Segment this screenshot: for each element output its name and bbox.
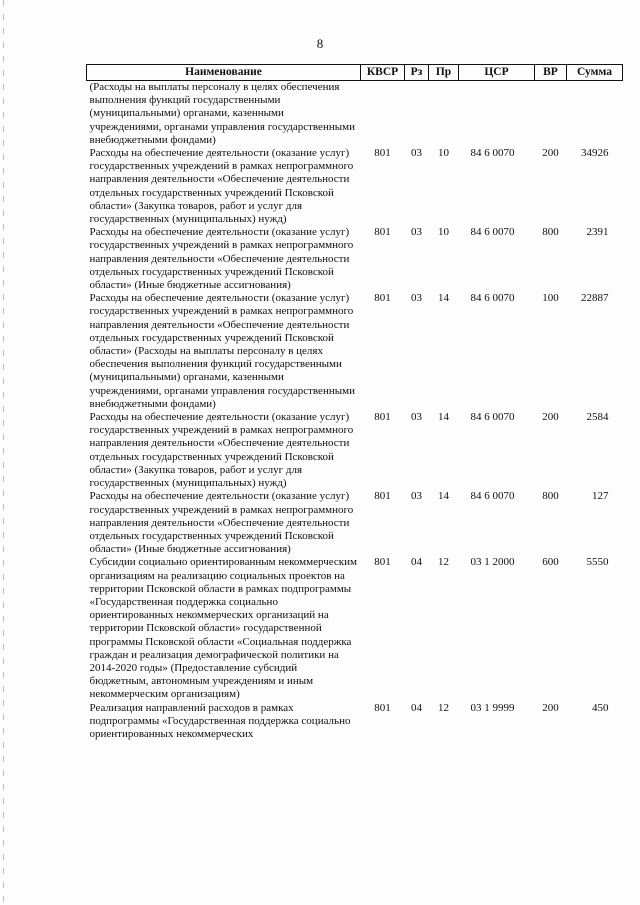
cell-rz: 04 [411, 701, 422, 714]
cell-sum [567, 81, 623, 148]
cell-vr [535, 81, 567, 148]
header-vr: ВР [535, 65, 567, 81]
cell-csr [459, 81, 535, 148]
cell-sum: 2584 [586, 411, 609, 424]
page-number: 8 [316, 36, 324, 51]
table-row [87, 292, 623, 411]
cell-pr: 10 [438, 226, 449, 239]
cell-kvsr [361, 81, 405, 148]
cell-rz [405, 81, 429, 148]
cell-vr: 800 [542, 490, 559, 503]
cell-name: Расходы на обеспечение деятельности (оказание услуг) государственных учреждений в рамках непрограммного направления деятельности «Обеспечение деятельности отдельных государственных учреждений Псковской области» (Закупка товаров, работ и услуг для государственных (муниципальных) нужд) [89, 147, 354, 226]
cell-csr: 84 6 0070 [470, 147, 515, 160]
cell-kvsr: 801 [374, 701, 391, 714]
cell-name: Реализация направлений расходов в рамках подпрограммы «Государственная поддержка социально ориентированных некоммерческих [89, 701, 351, 740]
cell-name: Расходы на обеспечение деятельности (оказание услуг) государственных учреждений в рамках непрограммного направления деятельности «Обеспечение деятельности отдельных государственных учреждений Псковской области» (Иные бюджетные ассигнования) [89, 226, 354, 292]
header-pr: Пр [429, 65, 459, 81]
cell-rz: 03 [411, 411, 422, 424]
cell-rz: 03 [411, 292, 422, 305]
cell-rz: 03 [411, 490, 422, 503]
table-body [87, 81, 623, 742]
cell-sum: 5550 [586, 556, 609, 569]
cell-csr: 03 1 2000 [470, 556, 515, 569]
cell-name: Субсидии социально ориентированным некоммерческим организациям на реализацию социальных проектов на территории Псковской области в рамках подпрограммы «Государственная поддержка социально ориентированных некоммерческих организаций на территории Псковской области» государственной программы Псковской области «Социальная поддержка граждан и реализация демографической политики на 2014-2020 годы» (Предоставление субсидий бюджетным, автономным учреждениям и иным некоммерческим организациям) [89, 556, 357, 701]
cell-pr [429, 81, 459, 148]
cell-pr: 14 [438, 490, 449, 503]
cell-kvsr: 801 [374, 411, 391, 424]
cell-kvsr: 801 [374, 147, 391, 160]
header-csr: ЦСР [459, 65, 535, 81]
cell-pr: 12 [438, 556, 449, 569]
cell-sum: 450 [592, 701, 609, 714]
cell-csr: 84 6 0070 [470, 411, 515, 424]
table-row [87, 702, 623, 742]
cell-pr: 14 [438, 411, 449, 424]
cell-kvsr: 801 [374, 292, 391, 305]
table-row [87, 556, 623, 701]
table-row [87, 81, 623, 148]
table-row [87, 490, 623, 556]
cell-pr: 14 [438, 292, 449, 305]
cell-rz: 03 [411, 147, 422, 160]
cell-vr: 100 [542, 292, 559, 305]
cell-name: Расходы на обеспечение деятельности (оказание услуг) государственных учреждений в рамках непрограммного направления деятельности «Обеспечение деятельности отдельных государственных учреждений Псковской области» (Закупка товаров, работ и услуг для государственных (муниципальных) нужд) [89, 411, 354, 490]
table-header-row [87, 65, 623, 81]
cell-csr: 84 6 0070 [470, 292, 515, 305]
cell-pr: 10 [438, 147, 449, 160]
cell-csr: 84 6 0070 [470, 490, 515, 503]
header-name: Наименование [87, 65, 361, 81]
cell-vr: 600 [542, 556, 559, 569]
cell-name: (Расходы на выплаты персоналу в целях обеспечения выполнения функций государственными (муниципальными) органами, казенными учреждениями, органами управления государственными внебюджетными фондами) [89, 81, 355, 146]
cell-vr: 200 [542, 701, 559, 714]
cell-vr: 800 [542, 226, 559, 239]
cell-sum: 2391 [586, 226, 609, 239]
header-kvsr: КВСР [361, 65, 405, 81]
cell-csr: 84 6 0070 [470, 226, 515, 239]
table-row [87, 226, 623, 292]
budget-table [86, 64, 623, 741]
cell-sum: 127 [592, 490, 609, 503]
scan-edge-mark [3, 0, 4, 905]
cell-csr: 03 1 9999 [470, 701, 515, 714]
cell-rz: 03 [411, 226, 422, 239]
cell-vr: 200 [542, 411, 559, 424]
header-rz: Рз [405, 65, 429, 81]
cell-kvsr: 801 [374, 490, 391, 503]
header-sum: Сумма [567, 65, 623, 81]
cell-pr: 12 [438, 701, 449, 714]
cell-rz: 04 [411, 556, 422, 569]
table-row [87, 147, 623, 226]
cell-kvsr: 801 [374, 556, 391, 569]
cell-kvsr: 801 [374, 226, 391, 239]
cell-name: Расходы на обеспечение деятельности (оказание услуг) государственных учреждений в рамках непрограммного направления деятельности «Обеспечение деятельности отдельных государственных учреждений Псковской области» (Иные бюджетные ассигнования) [89, 490, 354, 556]
cell-sum: 22887 [581, 292, 609, 305]
cell-name: Расходы на обеспечение деятельности (оказание услуг) государственных учреждений в рамках непрограммного направления деятельности «Обеспечение деятельности отдельных государственных учреждений Псковской области» (Расходы на выплаты персоналу в целях обеспечения выполнения функций государственными (муниципальными) органами, казенными учреждениями, органами управления государственными внебюджетными фондами) [89, 292, 355, 410]
table-row [87, 411, 623, 490]
cell-sum: 34926 [581, 147, 609, 160]
cell-vr: 200 [542, 147, 559, 160]
